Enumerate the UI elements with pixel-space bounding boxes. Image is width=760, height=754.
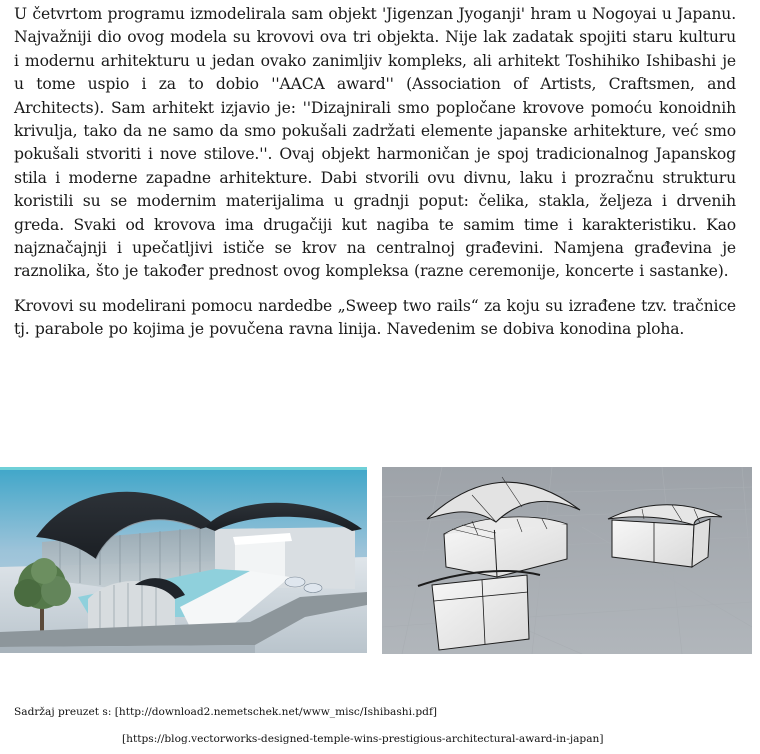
source-citation-2: [https://blog.vectorworks-designed-temple-wins-prestigious-architectural-award-in-japan] xyxy=(122,733,604,745)
roof-model-image xyxy=(382,467,752,654)
paragraph-roofs: Krovovi su modelirani pomocu nardedbe „Sweep two rails“ za koju su izrađene tzv. tračnice tj. parabole po kojima je povučena ravna linija. Navedenim se dobiva konodina ploha. xyxy=(14,296,736,339)
paragraph-intro: U četvrtom programu izmodelirala sam objekt 'Jigenzan Jyoganji' hram u Nogoyai u Japanu. Najvažniji dio ovog modela su krovovi ova tri objekta. Nije lak zadatak spojiti staru kulturu i modernu arhitekturu u jedan ovako zanimljiv kompleks, ali arhitekt Toshihiko Ishibashi je u tome uspio i za to dobio ''AACA award'' (Association of Artists, Craftsmen, and Architects). Sam arhitekt izjavio je: ''Dizajnirali smo popločane krovove pomoću konoidnih krivulja, tako da ne samo da smo pokušali zadržati elemente japanske arhitekture, već smo pokušali stvoriti i nove stilove.''. Ovaj objekt harmoničan je spoj tradicionalnog Japanskog stila i moderne zapadne arhitekture. Dabi stvorili ovu divnu, laku i prozračnu strukturu koristili su se modernim materijalima u gradnji poput: čelika, stakla, željeza i drvenih greda. Svaki od krovova ima drugačiji kut nagiba te samim time i karakteristiku. Kao najznačajnji i upečatljivi ističe se krov na centralnoj građevini. Namjena građevina je raznolika, što je također prednost ovog kompleksa (razne ceremonije, koncerte i sastanke). xyxy=(14,5,736,281)
roof-model-graphic xyxy=(382,467,752,654)
temple-render-graphic xyxy=(0,467,367,653)
temple-render-image xyxy=(0,467,367,653)
document-body xyxy=(14,3,736,342)
source-citation-1: Sadržaj preuzet s: [http://download2.nemetschek.net/www_misc/Ishibashi.pdf] xyxy=(14,706,437,718)
